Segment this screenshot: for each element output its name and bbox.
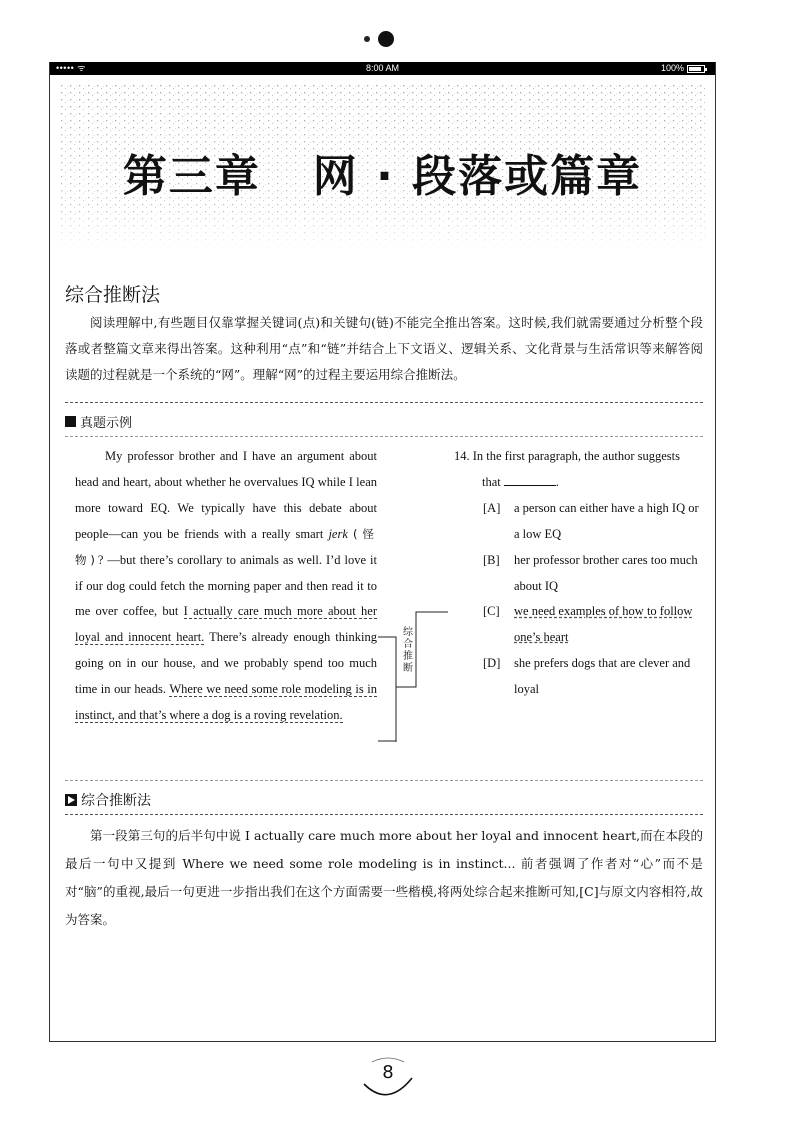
analysis-paragraph: 第一段第三句的后半句中说 I actually care much more about her loyal and innocent heart,而在本段的最后一句中又提到 Where we need some role modeling is in instinct... 前者强调了作者对“心”而不是对“脑”的重视,最后一句更进一步指出我们在这个方面需要一些楷模,将两处综合起来推断可知,[C]与原文内容相符,故为答案。 [65, 828, 703, 927]
chapter-title: 第三章 网 · 段落或篇章 [122, 151, 643, 202]
answer-blank [504, 474, 556, 486]
option-text: she prefers dogs that are clever and loyal [514, 656, 691, 697]
passage-gloss: (怪物) [75, 526, 378, 567]
tablet-screen [49, 62, 716, 1042]
passage-text: ? —but there’s corollary to animals as well. I’d love it if our dog could fetch the morning paper and then read it to me over coffee, but [75, 552, 377, 619]
page-number: 8 [382, 1062, 394, 1083]
play-bullet-icon [65, 794, 77, 806]
passage-text: There’s already enough thinking going on in our house, and we probably spend too much time in our heads. [75, 630, 377, 697]
option-letter: [D] [483, 656, 501, 671]
analysis-label-row [65, 790, 151, 810]
option-letter: [A] [483, 500, 501, 515]
question-text: In the first paragraph, the author suggests that [472, 449, 680, 489]
option-letter: [B] [483, 552, 500, 567]
divider [65, 814, 703, 815]
question-stem [454, 444, 699, 496]
reading-passage [75, 444, 377, 729]
option-list [454, 496, 699, 703]
status-bar [50, 62, 715, 75]
device-camera [0, 28, 800, 52]
example-label: 真题示例 [80, 416, 133, 431]
option-d[interactable] [482, 651, 699, 703]
battery-percent: 100% [660, 63, 684, 73]
example-label-row [65, 412, 132, 431]
sensor-dot [364, 36, 370, 42]
divider [65, 436, 703, 437]
camera-lens [378, 31, 394, 47]
key-sentence-1: I actually care much more about her loyal and innocent heart. [75, 604, 377, 645]
option-b[interactable] [482, 548, 699, 600]
battery-indicator [661, 62, 705, 75]
passage-text: My professor brother and I have an argument about head and heart, about whether he overvalues IQ while I lean more toward EQ. We typically have this debate about people—can you be friends with a really smart [75, 449, 377, 541]
page-number-badge [358, 1052, 418, 1102]
square-bullet-icon [65, 416, 76, 427]
divider [65, 402, 703, 403]
option-text: we need examples of how to follow one’s heart [514, 604, 693, 645]
option-text: a person can either have a high IQ or a low EQ [514, 500, 699, 541]
question-number: 14. [454, 449, 470, 463]
option-letter: [C] [483, 604, 500, 619]
battery-icon [687, 65, 705, 73]
option-c[interactable] [482, 599, 699, 651]
key-sentence-2: Where we need some role modeling is in instinct, and that’s where a dog is a roving revelation. [75, 682, 377, 723]
analysis-label: 综合推断法 [81, 793, 151, 809]
intro-paragraph: 阅读理解中,有些题目仅靠掌握关键词(点)和关键句(链)不能完全推出答案。这时候,我们就需要通过分析整个段落或者整篇文章来得出答案。这种利用“点”和“链”并结合上下文语义、逻辑关系、文化背景与生活常识等来解答阅读题的过程就是一个系统的“网”。理解“网”的过程主要运用综合推断法。 [65, 315, 703, 382]
option-text: her professor brother cares too much about IQ [514, 552, 698, 593]
chapter-banner [60, 84, 705, 254]
question-end: . [555, 474, 559, 489]
section-heading: 综合推断法 [65, 284, 161, 306]
divider [65, 780, 703, 781]
passage-emphasis: jerk [328, 526, 348, 541]
signal-indicator: ••••• ᯤ [56, 63, 86, 73]
question-block [454, 444, 699, 703]
connector-label: 综合推断 [403, 627, 413, 674]
status-time: 8:00 AM [365, 63, 400, 73]
option-a[interactable] [482, 496, 699, 548]
